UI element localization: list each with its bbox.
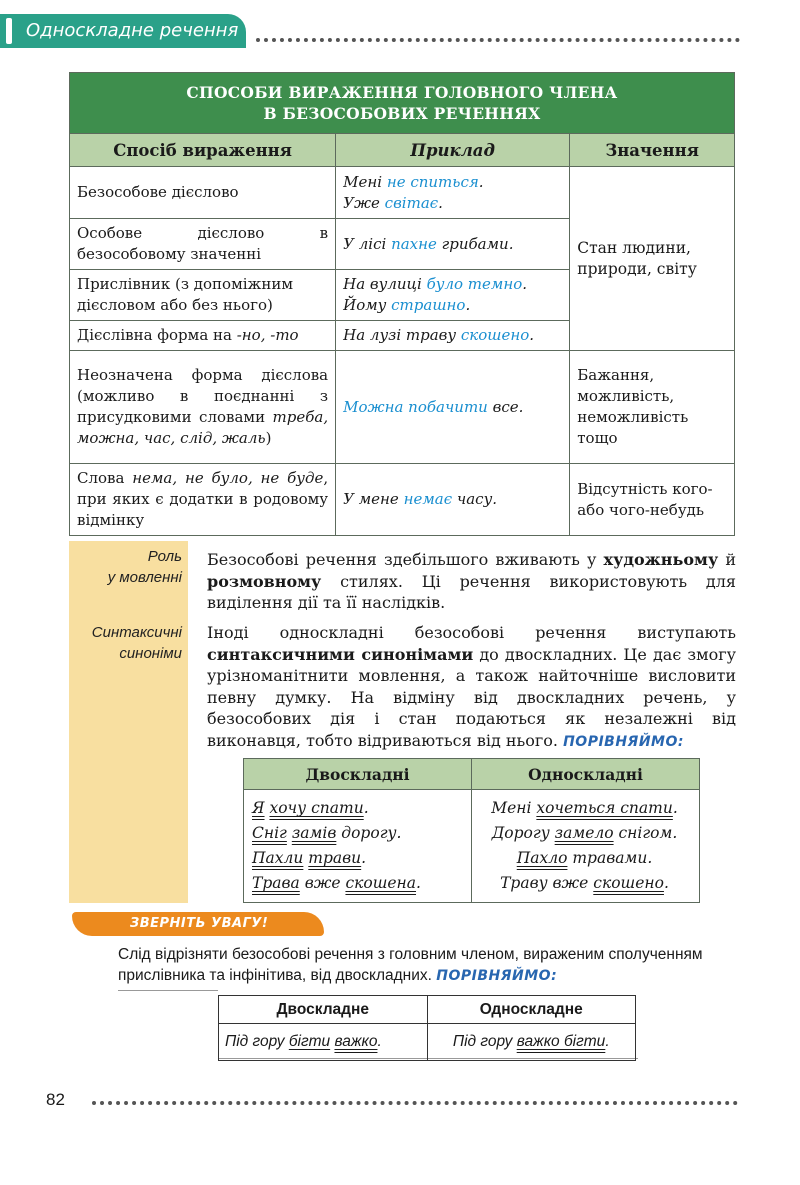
list-item: Сніг замів дорогу. — [252, 824, 402, 842]
example-cell: Мені не спиться. Уже світає. — [336, 167, 570, 219]
comparison-table — [243, 758, 700, 903]
section-tab — [0, 14, 246, 48]
example-cell: На лузі траву скошено. — [336, 321, 570, 351]
compare-label: ПОРІВНЯЙМО: — [563, 733, 684, 750]
list-item: Трава вже скошена. — [252, 874, 421, 892]
list-item: Мені хочеться спати. — [491, 799, 678, 817]
table-row — [70, 351, 735, 464]
method-cell: Дієслівна форма на -но, -то — [70, 321, 336, 351]
method-cell: Слова нема, не було, не буде, при яких є додатки в родовому відмінку — [70, 464, 336, 536]
one-part-example: Під гору важко бігти. — [427, 1024, 636, 1061]
list-item: Дорогу замело снігом. — [491, 824, 678, 842]
example-cell: Можна побачити все. — [336, 351, 570, 464]
col-header-two-part-single: Двоскладне — [219, 996, 428, 1024]
example-cell: На вулиці було темно. Йому страшно. — [336, 270, 570, 321]
meaning-cell: Бажання, можливість, неможливість тощо — [570, 351, 735, 464]
compare-label: ПОРІВНЯЙМО: — [436, 968, 558, 984]
list-item: Пахло травами. — [516, 849, 653, 867]
header-dotted-rule — [256, 38, 740, 42]
margin-sidebar — [69, 541, 188, 903]
table-caption: СПОСОБИ ВИРАЖЕННЯ ГОЛОВНОГО ЧЛЕНА В БЕЗОСОБОВИХ РЕЧЕННЯХ — [70, 73, 735, 134]
paragraph-synonyms: Іноді односкладні безособові речення виступають синтаксичними синонімами до двоскладних. Це дає змогу урізноманітнити мовлення, а також найточніше висловити певну думку. На відміну від двоскладних речень, у безособових дія і стан подаються як незалежні від виконавця, тобто відриваються від нього. ПОРІВНЯЙМО: — [207, 623, 737, 750]
attention-note: Слід відрізняти безособові речення з головним членом, вираженим сполученням прислівника та інфінітива, від двоскладних. ПОРІВНЯЙМО: — [118, 946, 703, 984]
list-item: Пахли трави. — [252, 849, 367, 867]
list-item: Траву вже скошено. — [500, 874, 669, 892]
col-header-one-part: Односкладні — [472, 759, 700, 790]
meaning-cell: Стан людини, природи, світу — [570, 167, 735, 351]
attention-banner: ЗВЕРНІТЬ УВАГУ! — [72, 912, 324, 936]
note-comparison-table — [218, 995, 636, 1061]
col-header-two-part: Двоскладні — [244, 759, 472, 790]
page-number: 82 — [46, 1090, 65, 1109]
sidebar-label-synonyms: Синтаксичні синоніми — [91, 624, 182, 662]
example-cell: У лісі пахне грибами. — [336, 219, 570, 270]
col-header-method: Спосіб вираження — [70, 134, 336, 167]
sidebar-label-role: Роль у мовленні — [107, 548, 182, 586]
paragraph-role: Безособові речення здебільшого вживають у художньому й розмовному стилях. Ці речення використовують для виділення дії та її наслідків. — [207, 550, 736, 612]
method-cell: Особове дієслово в безособовому значенні — [70, 219, 336, 270]
table-row — [70, 167, 735, 219]
meaning-cell: Відсутність кого- або чого-небудь — [570, 464, 735, 536]
example-cell: У мене немає часу. — [336, 464, 570, 536]
method-cell: Неозначена форма дієслова (можливо в поєднанні з присудковими словами треба, можна, час, слід, жаль) — [70, 351, 336, 464]
two-part-example: Під гору бігти важко. — [219, 1024, 428, 1061]
col-header-example: Приклад — [336, 134, 570, 167]
expression-methods-table — [69, 72, 735, 536]
footer-dotted-rule — [92, 1101, 738, 1105]
one-part-examples — [472, 790, 700, 903]
two-part-examples — [244, 790, 472, 903]
list-item: Я хочу спати. — [252, 799, 369, 817]
section-title: Односкладне речення — [26, 20, 239, 41]
note-box-top — [118, 990, 218, 991]
col-header-one-part-single: Односкладне — [427, 996, 636, 1024]
method-cell: Прислівник (з допоміжним дієсловом або без нього) — [70, 270, 336, 321]
table-row — [70, 464, 735, 536]
method-cell: Безособове дієслово — [70, 167, 336, 219]
col-header-meaning: Значення — [570, 134, 735, 167]
